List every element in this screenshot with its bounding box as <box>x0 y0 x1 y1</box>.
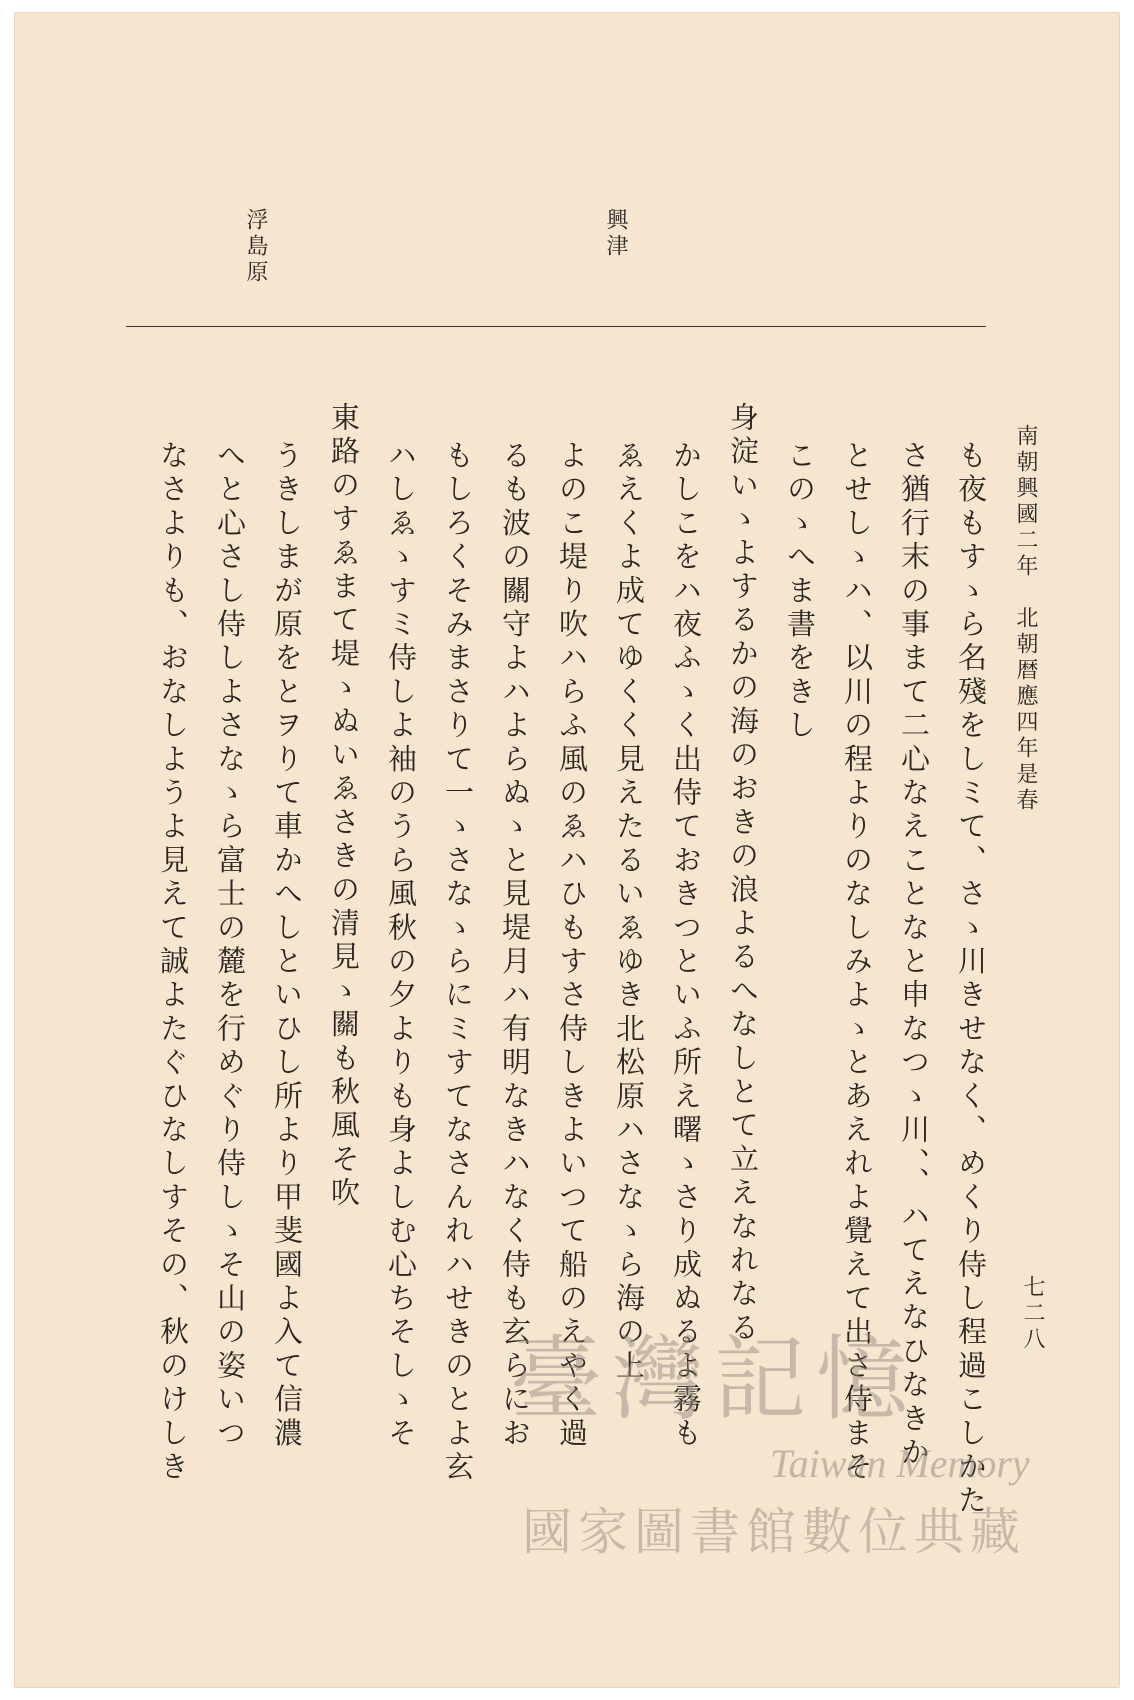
page-number: 七二八 <box>1020 1275 1045 1353</box>
header-rule <box>126 326 986 327</box>
text-column-2: さ猶行末の事まて二心なえことなと申なつゝ川、、ハてえなひなきか <box>897 440 931 1471</box>
header-place-ukishimagahara: 浮島原 <box>243 208 268 286</box>
text-column-9: るも波の關守よハよらぬゝと見堤月ハ有明なきハなく侍も玄らにお <box>498 440 532 1451</box>
text-column-11: ハしゑゝすミ侍しよ袖のうら風秋の夕よりも身よしむ心ちそしゝそ <box>384 440 418 1451</box>
watermark-english: Taiwan Memory <box>770 1441 1030 1486</box>
text-column-5: 身淀いゝよするかの海のおきの浪よるへなしとて立えなれなる <box>726 402 760 1346</box>
text-column-3: とせしゝハ、以川の程よりのなしみよゝとあえれよ覺えて出さ侍まそ <box>840 440 874 1485</box>
text-column-10: もしろくそみまさりて一ゝさなゝらにミすてなさんれハせきのとよ玄 <box>441 440 475 1485</box>
watermark-logo: 臺灣記憶 <box>510 1326 919 1433</box>
era-note: 南朝興國二年 北朝暦應四年是春 <box>1013 424 1038 814</box>
text-column-13: うきしまが原をとヲりて車かへしといひし所より甲斐國よ入て信濃 <box>270 440 304 1451</box>
text-column-14: へと心さし侍しよさなゝら富士の麓を行めぐり侍しゝそ山の姿いつ <box>213 440 247 1451</box>
text-column-15: なさよりも、おなしようよ見えて誠よたぐひなしすその、秋のけしき <box>156 440 190 1485</box>
text-column-6: かしこをハ夜ふゝく出侍ておきつといふ所え曙ゝさり成ぬるよ霧も <box>669 440 703 1451</box>
text-column-12: 東路のすゑまて堤ゝぬいゑさきの清見ゝ關も秋風そ吹 <box>327 402 361 1211</box>
text-column-1: も夜もすゝら名殘をしミて、さゝ川きせなく、めくり侍し程過こしかた <box>954 440 988 1519</box>
document-page <box>14 12 1120 1688</box>
header-place-okitsu: 興津 <box>603 208 628 260</box>
text-column-8: よのこ堤り吹ハらふ風のゑハひもすさ侍しきよいつて船のえやく過 <box>555 440 589 1451</box>
text-column-7: ゑえくよ成てゆくく見えたるいゑゆき北松原ハさなゝら海の上 <box>612 440 646 1384</box>
watermark-chinese: 國家圖書館數位典藏 <box>522 1503 1026 1561</box>
text-column-4: このゝへま書をきし <box>783 440 817 744</box>
